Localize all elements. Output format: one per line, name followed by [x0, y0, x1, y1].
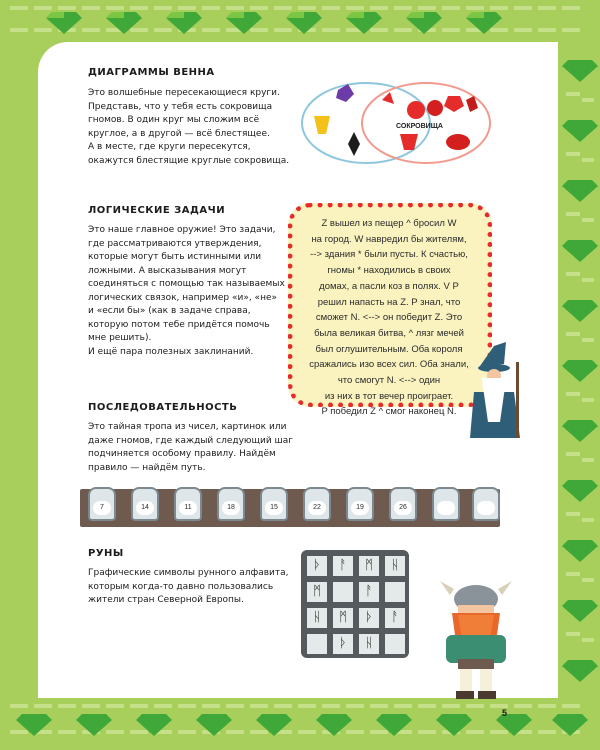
rune-cell: ᚦ [359, 608, 379, 628]
rune-cell: ᚨ [385, 608, 405, 628]
sequence-heading: ПОСЛЕДОВАТЕЛЬНОСТЬ [88, 402, 238, 413]
venn-diagram-label: СОКРОВИЩА [396, 123, 443, 130]
sequence-number: 26 [394, 501, 412, 515]
sequence-jar [217, 487, 245, 521]
venn-heading: ДИАГРАММЫ ВЕННА [88, 67, 215, 78]
rune-cell: ᚨ [359, 582, 379, 602]
runes-body: Графические символы рунного алфавита, которым когда-то давно пользовались жители стран Северной Европы. [88, 568, 289, 605]
rune-cell [307, 634, 327, 654]
logic-puzzle-box [288, 203, 492, 418]
rune-cell: ᛗ [307, 582, 327, 602]
rune-cell: ᚺ [307, 608, 327, 628]
sequence-jar [303, 487, 331, 521]
rune-cell: ᛗ [359, 556, 379, 576]
sequence-jar [472, 487, 500, 521]
sequence-number: 11 [179, 501, 197, 515]
rune-cell [385, 582, 405, 602]
bottom-gem-row [0, 712, 600, 740]
sequence-number [477, 501, 495, 515]
sequence-body: Это тайная тропа из чисел, картинок или даже гномов, где каждый следующий шаг подчиняется особому правилу. Найдём правило — найдём путь. [88, 422, 294, 473]
rune-cell: ᚺ [359, 634, 379, 654]
top-gem-row [0, 8, 600, 36]
rune-cell [333, 582, 353, 602]
sequence-jar [346, 487, 374, 521]
runes-grid [301, 550, 409, 658]
logic-heading: ЛОГИЧЕСКИЕ ЗАДАЧИ [88, 205, 226, 216]
rune-cell: ᚨ [333, 556, 353, 576]
venn-body: Это волшебные пересекающиеся круги. Представь, что у тебя есть сокровища гномов. В один круг мы сложим всё круглое, а в другой — всё блестящее. А в месте, где круги пересекутся, окажутся блестящие круглые сокровища. [88, 88, 290, 166]
venn-diagram [298, 78, 498, 170]
rune-cell: ᚺ [385, 556, 405, 576]
sequence-jar [88, 487, 116, 521]
sequence-number [437, 501, 455, 515]
logic-puzzle-text: Z вышел из пещер ^ бросил W на город. W навредил бы жителям, --> здания * были пусты. К счастью, гномы * находились в своих домах, а пасли коз в полях. V P решил напасть на Z. P знал, что сможет N. <--> он победит Z. Это была великая битва, ^ лязг мечей был оглушительным. Оба короля сражались изо всех сил. Оба знали, что смогут N. <--> один из них в тот вечер проиграет. P победил Z ^ смог наконец N. [309, 218, 469, 418]
rune-cell: ᚦ [307, 556, 327, 576]
sequence-number: 15 [265, 501, 283, 515]
sequence-jar [389, 487, 417, 521]
sequence-number: 7 [93, 501, 111, 515]
sequence-jar [131, 487, 159, 521]
wizard-illustration [470, 342, 526, 442]
right-gem-column [560, 40, 600, 710]
sequence-number: 22 [308, 501, 326, 515]
sequence-jar [260, 487, 288, 521]
logic-extra: И ещё пара полезных заклинаний. [88, 347, 254, 357]
rune-cell: ᛗ [333, 608, 353, 628]
dwarf-illustration [436, 575, 516, 705]
rune-cell: ᚦ [333, 634, 353, 654]
rune-cell [385, 634, 405, 654]
page-number: 5 [502, 708, 508, 718]
sequence-jar [174, 487, 202, 521]
runes-heading: РУНЫ [88, 548, 124, 559]
sequence-number: 14 [136, 501, 154, 515]
sequence-jar [432, 487, 460, 521]
sequence-number: 19 [351, 501, 369, 515]
sequence-number: 18 [222, 501, 240, 515]
logic-body: Это наше главное оружие! Это задачи, где рассматриваются утверждения, которые могут быть истинными или ложными. А высказывания могут соединяться с помощью так называемых логических связок, например «и», «не» и «если бы» (как в задаче справа, которую потом тебе придётся помочь мне решить). [88, 225, 285, 343]
